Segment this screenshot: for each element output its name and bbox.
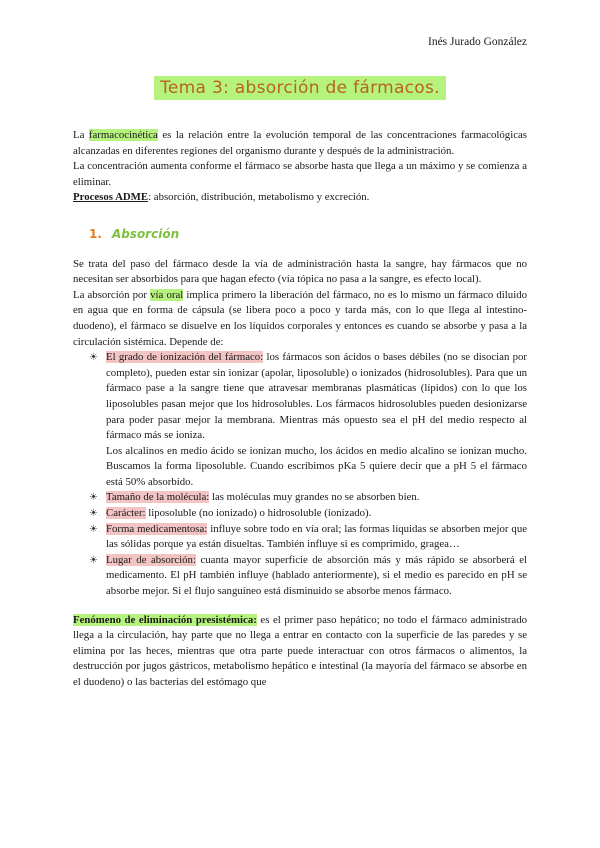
highlight-farmacocinetica: farmacocinética — [88, 129, 158, 141]
sun-bullet-icon: ☀ — [89, 554, 98, 566]
list-item — [89, 490, 527, 506]
spacer — [73, 600, 527, 613]
list-item — [89, 506, 527, 522]
sun-bullet-icon: ☀ — [89, 523, 98, 535]
section-heading-absorcion — [89, 227, 527, 243]
body-paragraph-1: Se trata del paso del fármaco desde la vía de administración hasta la sangre, hay fármacos que no necesitan ser absorbidos para que hagan efecto (vía tópica no pasa a la sangre, es efecto local). — [73, 257, 527, 286]
intro-paragraph-1 — [73, 128, 527, 159]
bullet-term: Forma medicamentosa: — [106, 522, 208, 535]
bullet-text: las moléculas muy grandes no se absorben bien. — [209, 491, 420, 504]
adme-text: : absorción, distribución, metabolismo y excreción. — [148, 191, 370, 204]
sun-bullet-icon: ☀ — [89, 508, 98, 520]
section-number: 1. — [89, 226, 102, 241]
intro-p1-text: es la relación entre la evolución temporal de las concentraciones farmacológicas alcanzadas en diferentes regiones del organismo durante y después de la administración. — [73, 129, 527, 157]
list-item — [89, 350, 527, 490]
bullet-term: Tamaño de la molécula: — [106, 491, 210, 504]
closing-text: es el primer paso hepático; no todo el fármaco administrado llega a la circulación, hay parte que no llega a entrar en contacto con la superficie de las paredes y se elimina por las heces, mientras que otra parte puede interactuar con otros fármacos o alimentos, la destrucción por jugos gástricos, metabolismo hepático e intestinal (la mayoría del fármaco se absorbe en el duodeno) o las bacterias del estómago que — [73, 613, 527, 688]
bullet-extra-text: Los alcalinos en medio ácido se ionizan mucho, los ácidos en medio alcalino se ionizan mucho. Buscamos la forma liposoluble. Cuando escribimos pKa 5 quiere decir que a pH 5 el fármaco está 50% absorbido. — [106, 444, 527, 488]
factors-list — [73, 350, 527, 600]
bullet-text: liposoluble (no ionizado) o hidrosoluble (ionizado). — [145, 507, 372, 520]
highlight-via-oral: vía oral — [150, 288, 184, 301]
bullet-term: Lugar de absorción: — [106, 553, 196, 566]
document-content — [73, 128, 527, 691]
page-title-wrapper — [0, 76, 600, 100]
intro-paragraph-3 — [73, 190, 527, 206]
sun-bullet-icon: ☀ — [89, 352, 98, 364]
body-p2-start: La absorción por — [73, 288, 151, 301]
list-item — [89, 553, 527, 600]
bullet-text: cuanta mayor superficie de absorción más y más rápido se absorberá el medicamento. El pH también influye (hablado anteriormente), si el medio es parecido en pH se absorbe mejor. Si el flujo sanguíneo está disminuido se absorbe menos fármaco. — [106, 553, 527, 598]
section-title: Absorción — [111, 226, 180, 241]
adme-label: Procesos ADME — [73, 191, 149, 204]
highlight-eliminacion-presistemica: Fenómeno de eliminación presistémica: — [73, 613, 257, 626]
sun-bullet-icon: ☀ — [89, 492, 98, 504]
intro-p1-start: La — [73, 129, 89, 141]
body-paragraph-2 — [73, 288, 527, 350]
author-name: Inés Jurado González — [428, 36, 527, 48]
intro-paragraph-2: La concentración aumenta conforme el fármaco se absorbe hasta que llega a un máximo y se comienza a eliminar. — [73, 160, 527, 188]
bullet-term: Carácter: — [106, 507, 146, 520]
bullet-text: influye sobre todo en vía oral; las formas líquidas se absorben mejor que las sólidas porque ya están disueltas. También influye si es comprimido, gragea… — [106, 522, 528, 551]
page-title: Tema 3: absorción de fármacos. — [154, 76, 446, 100]
bullet-term: El grado de ionización del fármaco: — [106, 351, 264, 364]
closing-paragraph — [73, 613, 527, 691]
body-p2-text: implica primero la liberación del fármaco, no es lo mismo un fármaco diluido en agua que en forma de cápsula (se libera poco a poco y tarda más, con lo que llega al intestino-duodeno), el fármaco se disuelve en los líquidos corporales y entonces es cuando se absorbe y pasa a la circulación sistémica. Depende de: — [73, 288, 527, 348]
list-item — [89, 522, 527, 553]
bullet-text: los fármacos son ácidos o bases débiles (no se disocian por completo), pueden estar sin ionizar (apolar, liposoluble) o ionizados (hidrosolubles). Para que un fármaco pase a la sangre tiene que atravesar membranas plasmáticas (lípidos) con lo que los liposolubles pasan mejor que los hidrosolubles. Los fármacos hidrosolubles pueden desionizarse para poder pasar mejor la membrana. Mientras más opuesto sea el pH del medio respecto al fármaco más se ioniza. — [106, 351, 527, 442]
